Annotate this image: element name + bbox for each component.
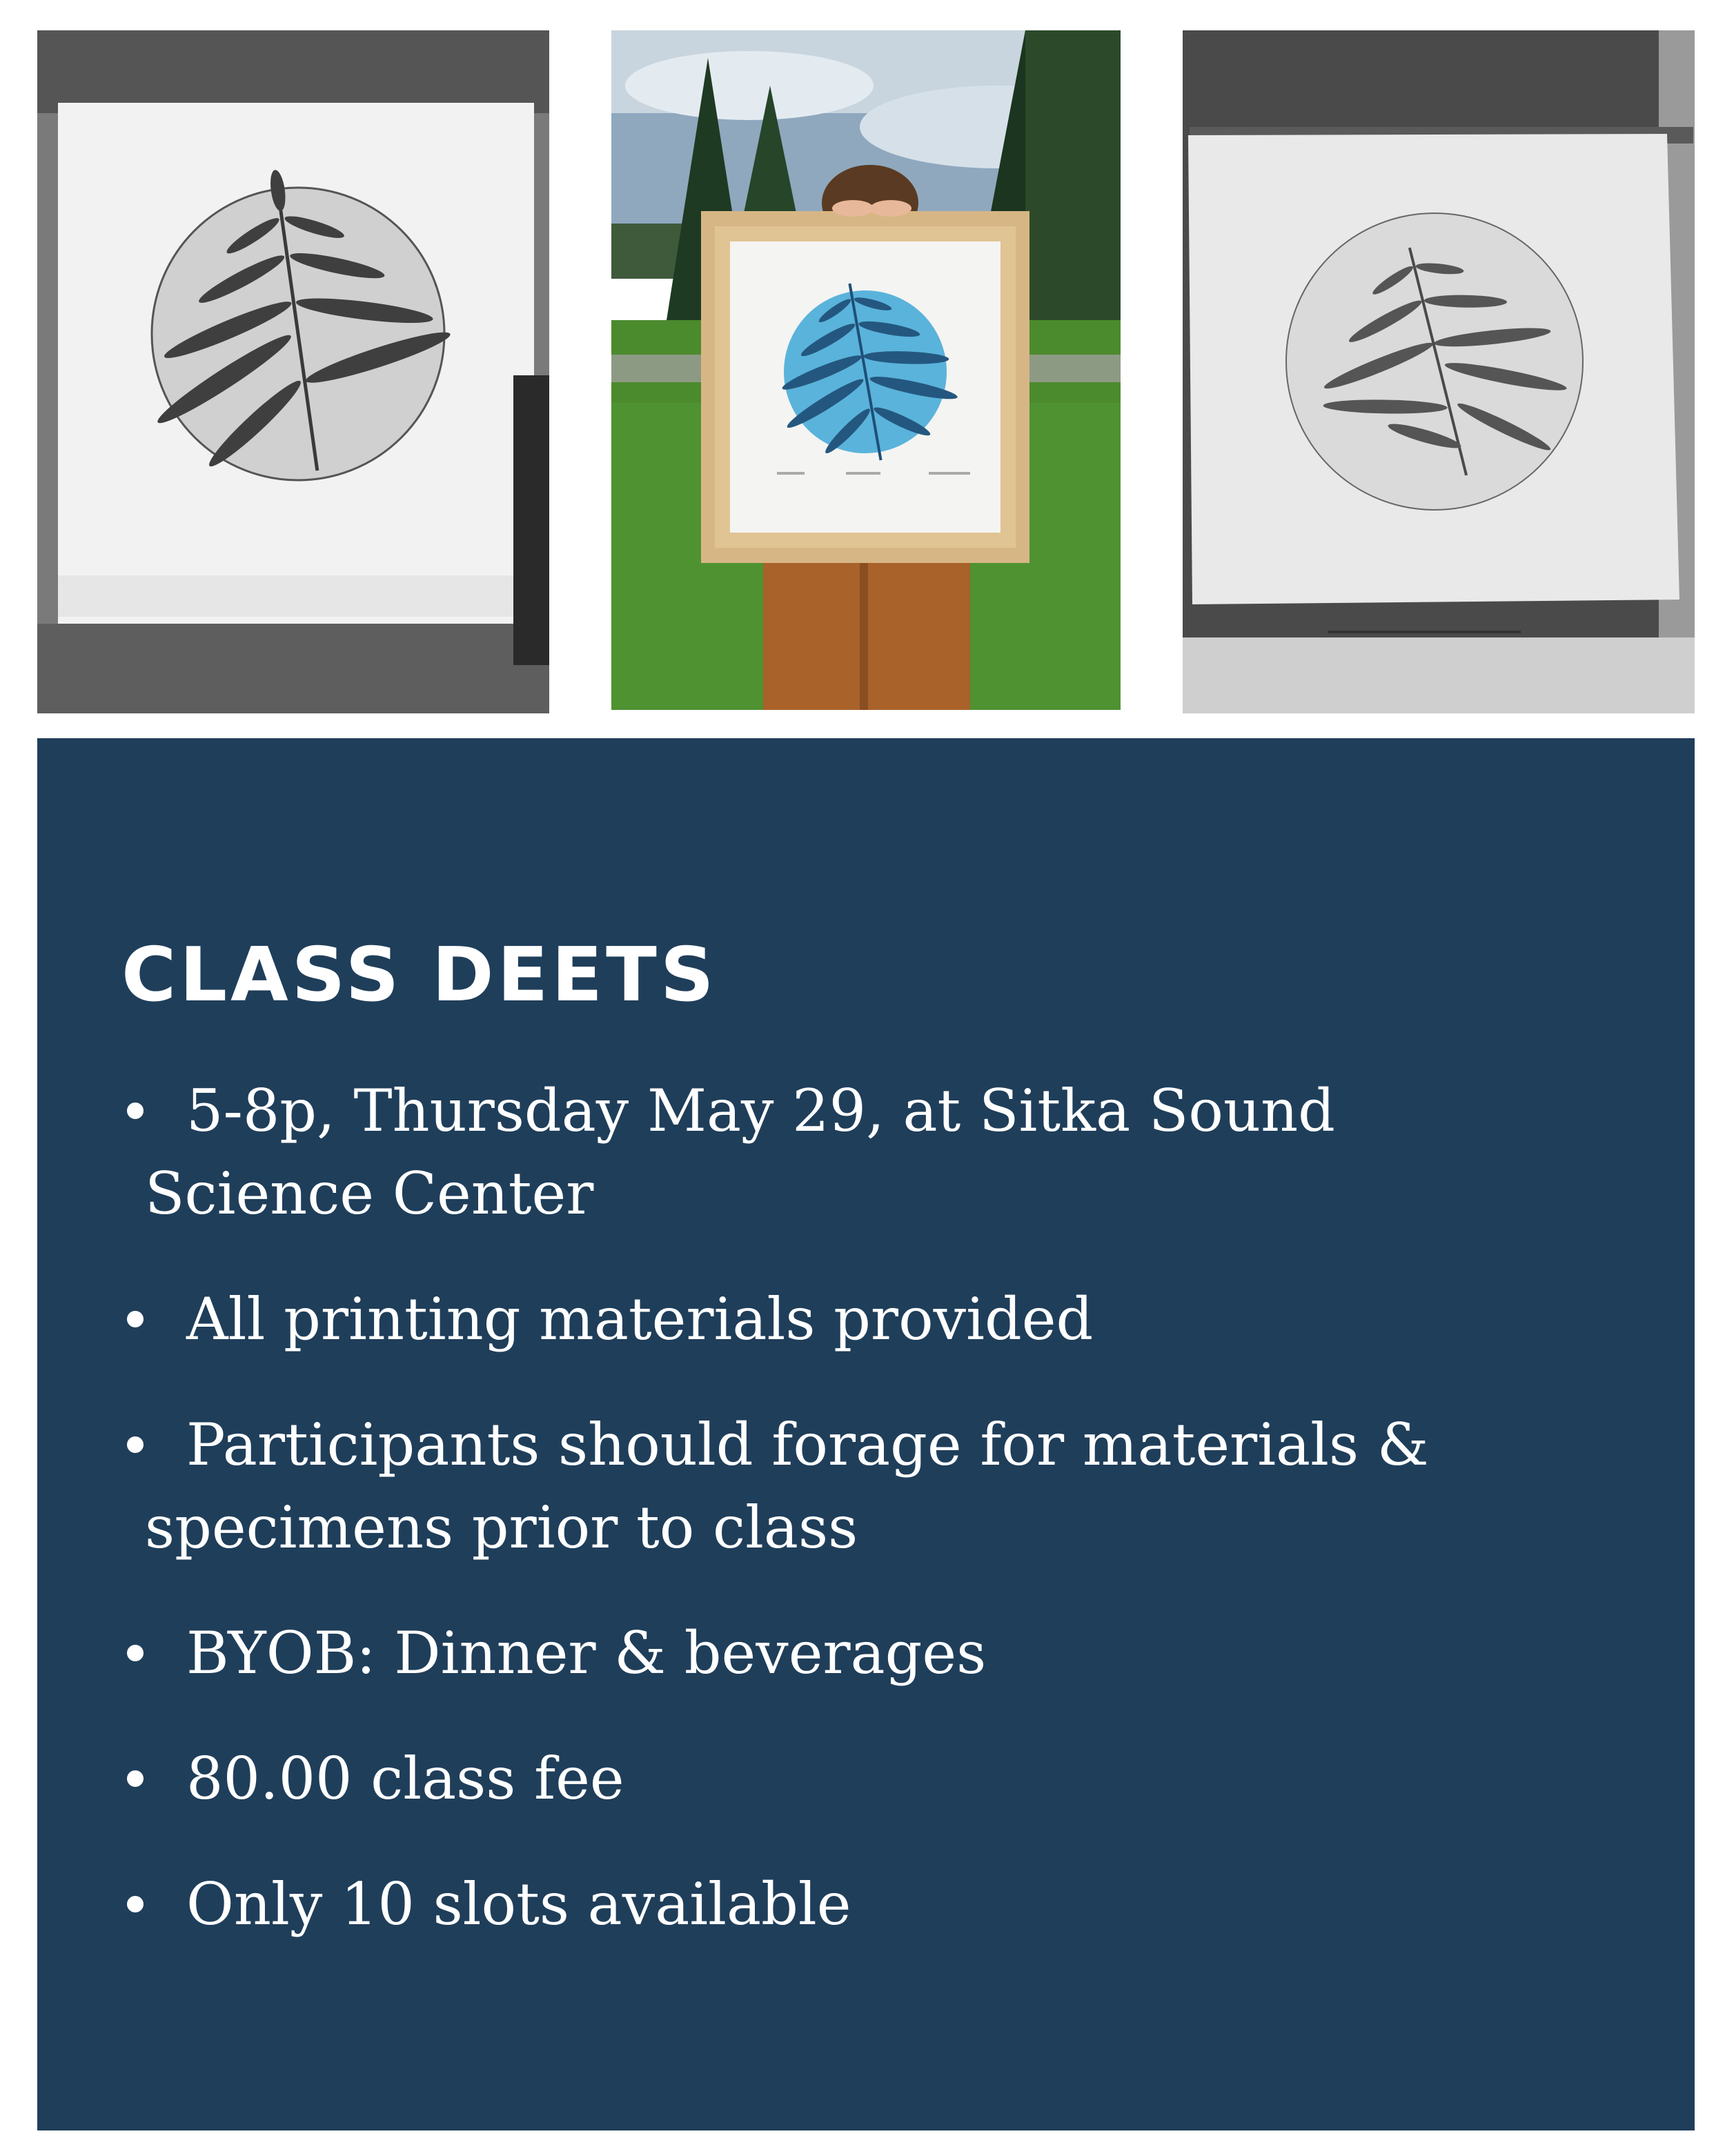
bullet-dot-icon [127,1770,144,1787]
bullet-dot-icon [127,1436,144,1453]
list-item-materials [121,1278,1501,1361]
bullet-dot-icon [127,1311,144,1327]
list-item-slots [121,1863,1501,1946]
class-details-list [121,1069,1501,1988]
photo-framed-cyanotype [611,30,1121,710]
list-item-text: 80.00 class fee [186,1745,624,1812]
list-item-byob [121,1612,1501,1694]
class-details-panel [37,738,1695,2130]
bullet-dot-icon [127,1645,144,1661]
list-item-text-continued: specimens prior to class [145,1494,858,1561]
list-item-text: BYOB: Dinner & beverages [186,1619,987,1687]
list-item-time-location [121,1069,1501,1235]
bullet-dot-icon [127,1102,144,1119]
list-item-text: 5-8p, Thursday May 29, at Sitka Sound [186,1077,1335,1145]
list-item-fee [121,1737,1501,1820]
photo-fern-print-paper [1183,30,1695,713]
list-item-text: Only 10 slots available [186,1870,851,1938]
class-details-heading: CLASS DEETS [121,932,718,1018]
list-item-forage [121,1403,1501,1569]
bullet-dot-icon [127,1896,144,1912]
list-item-text: All printing materials provided [186,1285,1094,1353]
photo-fern-print-glass [37,30,549,713]
list-item-text: Participants should forage for materials & [186,1411,1429,1478]
list-item-text-continued: Science Center [145,1160,594,1227]
